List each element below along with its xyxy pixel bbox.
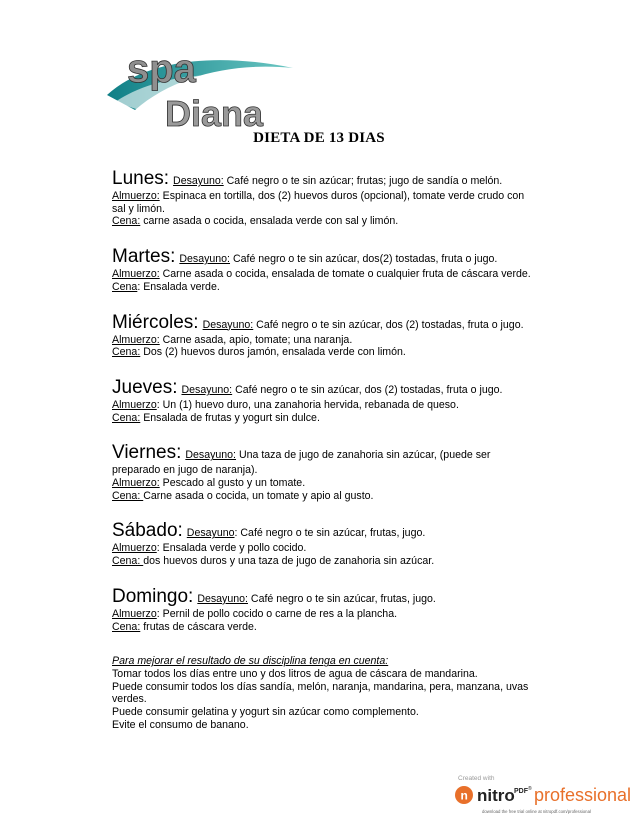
meal-label-separator: :	[156, 542, 160, 555]
meal-text: dos huevos duros y una taza de jugo de zanahoria sin azúcar.	[143, 555, 435, 568]
day-name: Martes:	[112, 246, 176, 268]
meal-line	[112, 555, 532, 568]
page-title: DIETA DE 13 DIAS	[253, 130, 385, 146]
day-header-line	[112, 586, 532, 608]
meal-text: Ensalada de frutas y yogurt sin dulce.	[140, 411, 320, 424]
nitro-pdf: PDF	[514, 788, 528, 795]
nitro-reg: ®	[528, 786, 532, 792]
meal-text: Dos (2) huevos duros jamón, ensalada verde con limón.	[140, 346, 406, 359]
meal-line	[112, 608, 532, 621]
meal-text: Café negro o te sin azúcar, dos (2) tostadas, fruta o jugo.	[253, 318, 524, 331]
meal-text: Carne asada o cocida, ensalada de tomate o cualquier fruta de cáscara verde.	[159, 268, 531, 281]
day-name: Lunes:	[112, 168, 170, 189]
notes-section	[112, 655, 532, 731]
meal-text: Ensalada verde y pollo cocido.	[159, 542, 307, 555]
day-name: Sábado:	[112, 520, 183, 542]
day-header-line	[112, 520, 532, 542]
meal-label: Desayuno:	[181, 383, 233, 396]
meal-line	[112, 346, 532, 359]
meal-line	[112, 412, 532, 425]
day-header-line	[112, 246, 532, 268]
meal-line	[112, 215, 532, 228]
meal-label-separator: :	[156, 607, 160, 620]
meal-label: Cena:	[112, 411, 141, 424]
spa-diana-logo	[105, 40, 300, 135]
meal-label: Almuerzo:	[112, 477, 160, 490]
meal-text: carne asada o cocida, ensalada verde con sal y limón.	[140, 215, 399, 228]
day-section	[112, 442, 532, 502]
day-header-line	[112, 377, 532, 399]
meal-line	[112, 190, 532, 215]
meal-text: Carne asada o cocida, un tomate y apio al gusto.	[143, 489, 374, 502]
meal-text: Una taza de jugo de zanahoria sin azúcar, (puede ser preparado en jugo de naranja).	[112, 449, 491, 477]
day-name: Domingo:	[112, 585, 194, 607]
meal-label: Almuerzo	[112, 398, 157, 411]
meal-label: Desayuno	[186, 527, 235, 540]
meal-label: Desayuno:	[179, 253, 231, 266]
meal-label: Almuerzo	[112, 607, 157, 620]
meal-text: Ensalada verde.	[140, 280, 220, 293]
meal-label-separator: :	[137, 280, 141, 293]
meal-label-separator: :	[156, 398, 160, 411]
notes-line: Tomar todos los días entre uno y dos litros de agua de cáscara de mandarina.	[112, 667, 478, 680]
meal-label: Cena:	[112, 346, 141, 359]
meal-label: Cena:	[112, 620, 141, 633]
day-header-line	[112, 442, 532, 477]
notes-line: Puede consumir todos los días sandía, melón, naranja, mandarina, pera, manzana, uvas verdes.	[112, 680, 529, 706]
day-section	[112, 168, 532, 228]
nitro-brand: nitro	[477, 786, 515, 805]
nitro-download: download the free trial online at nitropdf.com/professional	[482, 809, 591, 814]
day-section	[112, 377, 532, 424]
day-header-line	[112, 312, 532, 334]
meal-text: frutas de cáscara verde.	[140, 620, 257, 633]
meal-text: Espinaca en tortilla, dos (2) huevos duros (opcional), tomate verde crudo con sal y limón.	[112, 190, 525, 215]
meal-label: Desayuno:	[185, 449, 237, 462]
day-name: Miércoles:	[112, 311, 199, 333]
meal-line	[112, 399, 532, 412]
day-name: Viernes:	[112, 442, 182, 464]
logo-spa-text: spa	[127, 47, 196, 91]
meal-line	[112, 490, 532, 503]
meal-line	[112, 334, 532, 347]
meal-label: Desayuno:	[197, 592, 248, 605]
meal-label: Almuerzo:	[112, 333, 160, 346]
meal-line	[112, 281, 532, 294]
nitro-logo-letter: n	[460, 788, 468, 803]
meal-label: Cena	[112, 280, 138, 293]
meal-line	[112, 542, 532, 555]
day-name: Jueves:	[112, 376, 178, 398]
notes-line: Puede consumir gelatina y yogurt sin azúcar como complemento.	[112, 706, 419, 719]
nitro-created-with: Created with	[458, 775, 495, 782]
day-section	[112, 586, 532, 633]
meal-line	[112, 621, 532, 634]
notes-line: Evite el consumo de banano.	[112, 718, 249, 731]
meal-label: Desayuno:	[202, 318, 254, 331]
diet-content	[112, 168, 532, 731]
nitro-pdf-watermark	[452, 770, 632, 820]
logo-diana-text: Diana	[165, 93, 264, 134]
meal-text: Carne asada, apio, tomate; una naranja.	[159, 333, 353, 346]
meal-text: Café negro o te sin azúcar, dos (2) tostadas, fruta o jugo.	[232, 383, 503, 396]
notes-title: Para mejorar el resultado de su disciplina tenga en cuenta:	[112, 655, 389, 668]
meal-label: Cena:	[112, 489, 144, 502]
meal-text: Café negro o te sin azúcar; frutas; jugo de sandía o melón.	[223, 175, 503, 187]
meal-text: Un (1) huevo duro, una zanahoria hervida, rebanada de queso.	[159, 398, 459, 411]
meal-text: Café negro o te sin azúcar, frutas, jugo.	[247, 592, 436, 605]
day-section	[112, 246, 532, 293]
meal-line	[112, 268, 532, 281]
meal-text: Café negro o te sin azúcar, frutas, jugo.	[237, 527, 426, 540]
meal-line	[112, 477, 532, 490]
day-section	[112, 520, 532, 567]
meal-label: Desayuno:	[173, 175, 224, 187]
meal-label: Cena:	[112, 215, 141, 228]
meal-label-separator: :	[234, 527, 238, 540]
meal-label: Almuerzo:	[112, 190, 160, 202]
day-section	[112, 312, 532, 359]
meal-label: Cena:	[112, 555, 144, 568]
meal-text: Pernil de pollo cocido o carne de res a la plancha.	[159, 607, 398, 620]
meal-text: Pescado al gusto y un tomate.	[159, 477, 306, 490]
nitro-edition: professional	[534, 785, 632, 805]
meal-label: Almuerzo:	[112, 268, 160, 281]
day-header-line	[112, 168, 532, 190]
meal-text: Café negro o te sin azúcar, dos(2) tostadas, fruta o jugo.	[230, 253, 498, 266]
meal-label: Almuerzo	[112, 542, 157, 555]
